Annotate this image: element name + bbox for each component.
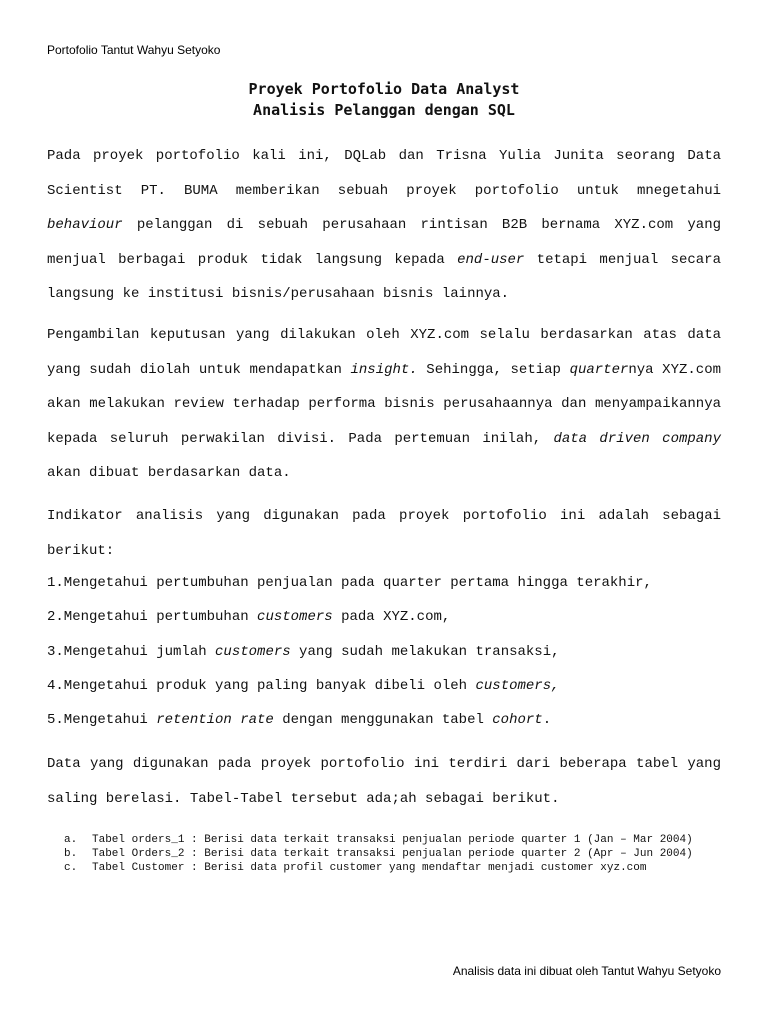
document-title: Proyek Portofolio Data Analyst: [248, 80, 520, 98]
italic-term: quarter: [569, 361, 629, 378]
paragraph-decision: [47, 318, 721, 491]
text-span: pelanggan di sebuah perusahaan rintisan B2B bernama XYZ.com yang menjual berbagai produk tidak langsung kepada: [47, 217, 721, 268]
text-span: pada XYZ.com,: [332, 609, 451, 625]
page-footer: Analisis data ini dibuat oleh Tantut Wahyu Setyoko: [452, 964, 721, 978]
paragraph-indicators: Indikator analisis yang digunakan pada proyek portofolio ini adalah sebagai berikut:: [47, 508, 721, 559]
table-description: Tabel orders_1 : Berisi data terkait transaksi penjualan periode quarter 1 (Jan – Mar 2004): [92, 834, 693, 846]
list-marker: a.: [64, 834, 78, 846]
text-span: Sehingga, setiap: [417, 361, 570, 378]
text-span: yang sudah melakukan transaksi,: [290, 644, 560, 660]
italic-term: behaviour: [47, 217, 123, 233]
document-subtitle: Analisis Pelanggan dengan SQL: [253, 101, 515, 119]
italic-term: customers: [215, 644, 291, 660]
list-marker: c.: [64, 862, 78, 874]
text-span: dengan menggunakan tabel: [273, 712, 493, 728]
table-list-item: [64, 834, 693, 848]
paragraph-intro: [47, 139, 721, 312]
italic-term: retention rate: [156, 712, 274, 728]
text-span: Pengambilan keputusan yang dilakukan oleh XYZ.com selalu berdasarkan atas data yang sudah diolah untuk mendapatkan: [47, 327, 721, 378]
text-span: Pada proyek portofolio kali ini, DQLab dan Trisna Yulia Junita seorang Data Scientist PT. BUMA memberikan sebuah proyek portofolio untuk mnegetahui: [47, 148, 721, 199]
list-item: [47, 609, 450, 625]
italic-term: data driven company: [553, 430, 721, 447]
table-description: Tabel Orders_2 : Berisi data terkait transaksi penjualan periode quarter 2 (Apr – Jun 2004): [92, 848, 693, 860]
text-span: akan dibuat berdasarkan data.: [47, 465, 291, 481]
table-list-item: [64, 848, 693, 862]
list-item: [47, 678, 560, 694]
text-span: 2.Mengetahui pertumbuhan: [47, 609, 258, 625]
italic-term: end-user: [457, 251, 525, 268]
list-item: 1.Mengetahui pertumbuhan penjualan pada quarter pertama hingga terakhir,: [47, 575, 652, 591]
page-header: Portofolio Tantut Wahyu Setyoko: [47, 43, 221, 57]
text-span: 4.Mengetahui produk yang paling banyak dibeli oleh: [47, 678, 476, 694]
italic-term: customers,: [475, 678, 560, 694]
table-description: Tabel Customer : Berisi data profil customer yang mendaftar menjadi customer xyz.com: [92, 862, 647, 874]
table-list-item: [64, 862, 647, 876]
list-marker: b.: [64, 848, 78, 860]
text-span: tetapi menjual secara langsung ke institusi bisnis/perusahaan bisnis lainnya.: [47, 251, 721, 302]
list-item: [47, 712, 551, 728]
italic-term: insight.: [350, 361, 418, 378]
text-span: 5.Mengetahui: [47, 712, 157, 728]
italic-term: customers: [257, 609, 333, 625]
italic-term: cohort: [492, 712, 543, 728]
list-item: [47, 644, 560, 660]
text-span: nya XYZ.com akan melakukan review terhadap performa bisnis perusahaannya dan menyampaikannya kepada seluruh perwakilan divisi. Pada pertemuan inilah,: [47, 361, 721, 447]
text-span: .: [542, 712, 552, 728]
text-span: 3.Mengetahui jumlah: [47, 644, 216, 660]
paragraph-data: Data yang digunakan pada proyek portofolio ini terdiri dari beberapa tabel yang saling berelasi. Tabel-Tabel tersebut ada;ah sebagai berikut.: [47, 756, 721, 807]
